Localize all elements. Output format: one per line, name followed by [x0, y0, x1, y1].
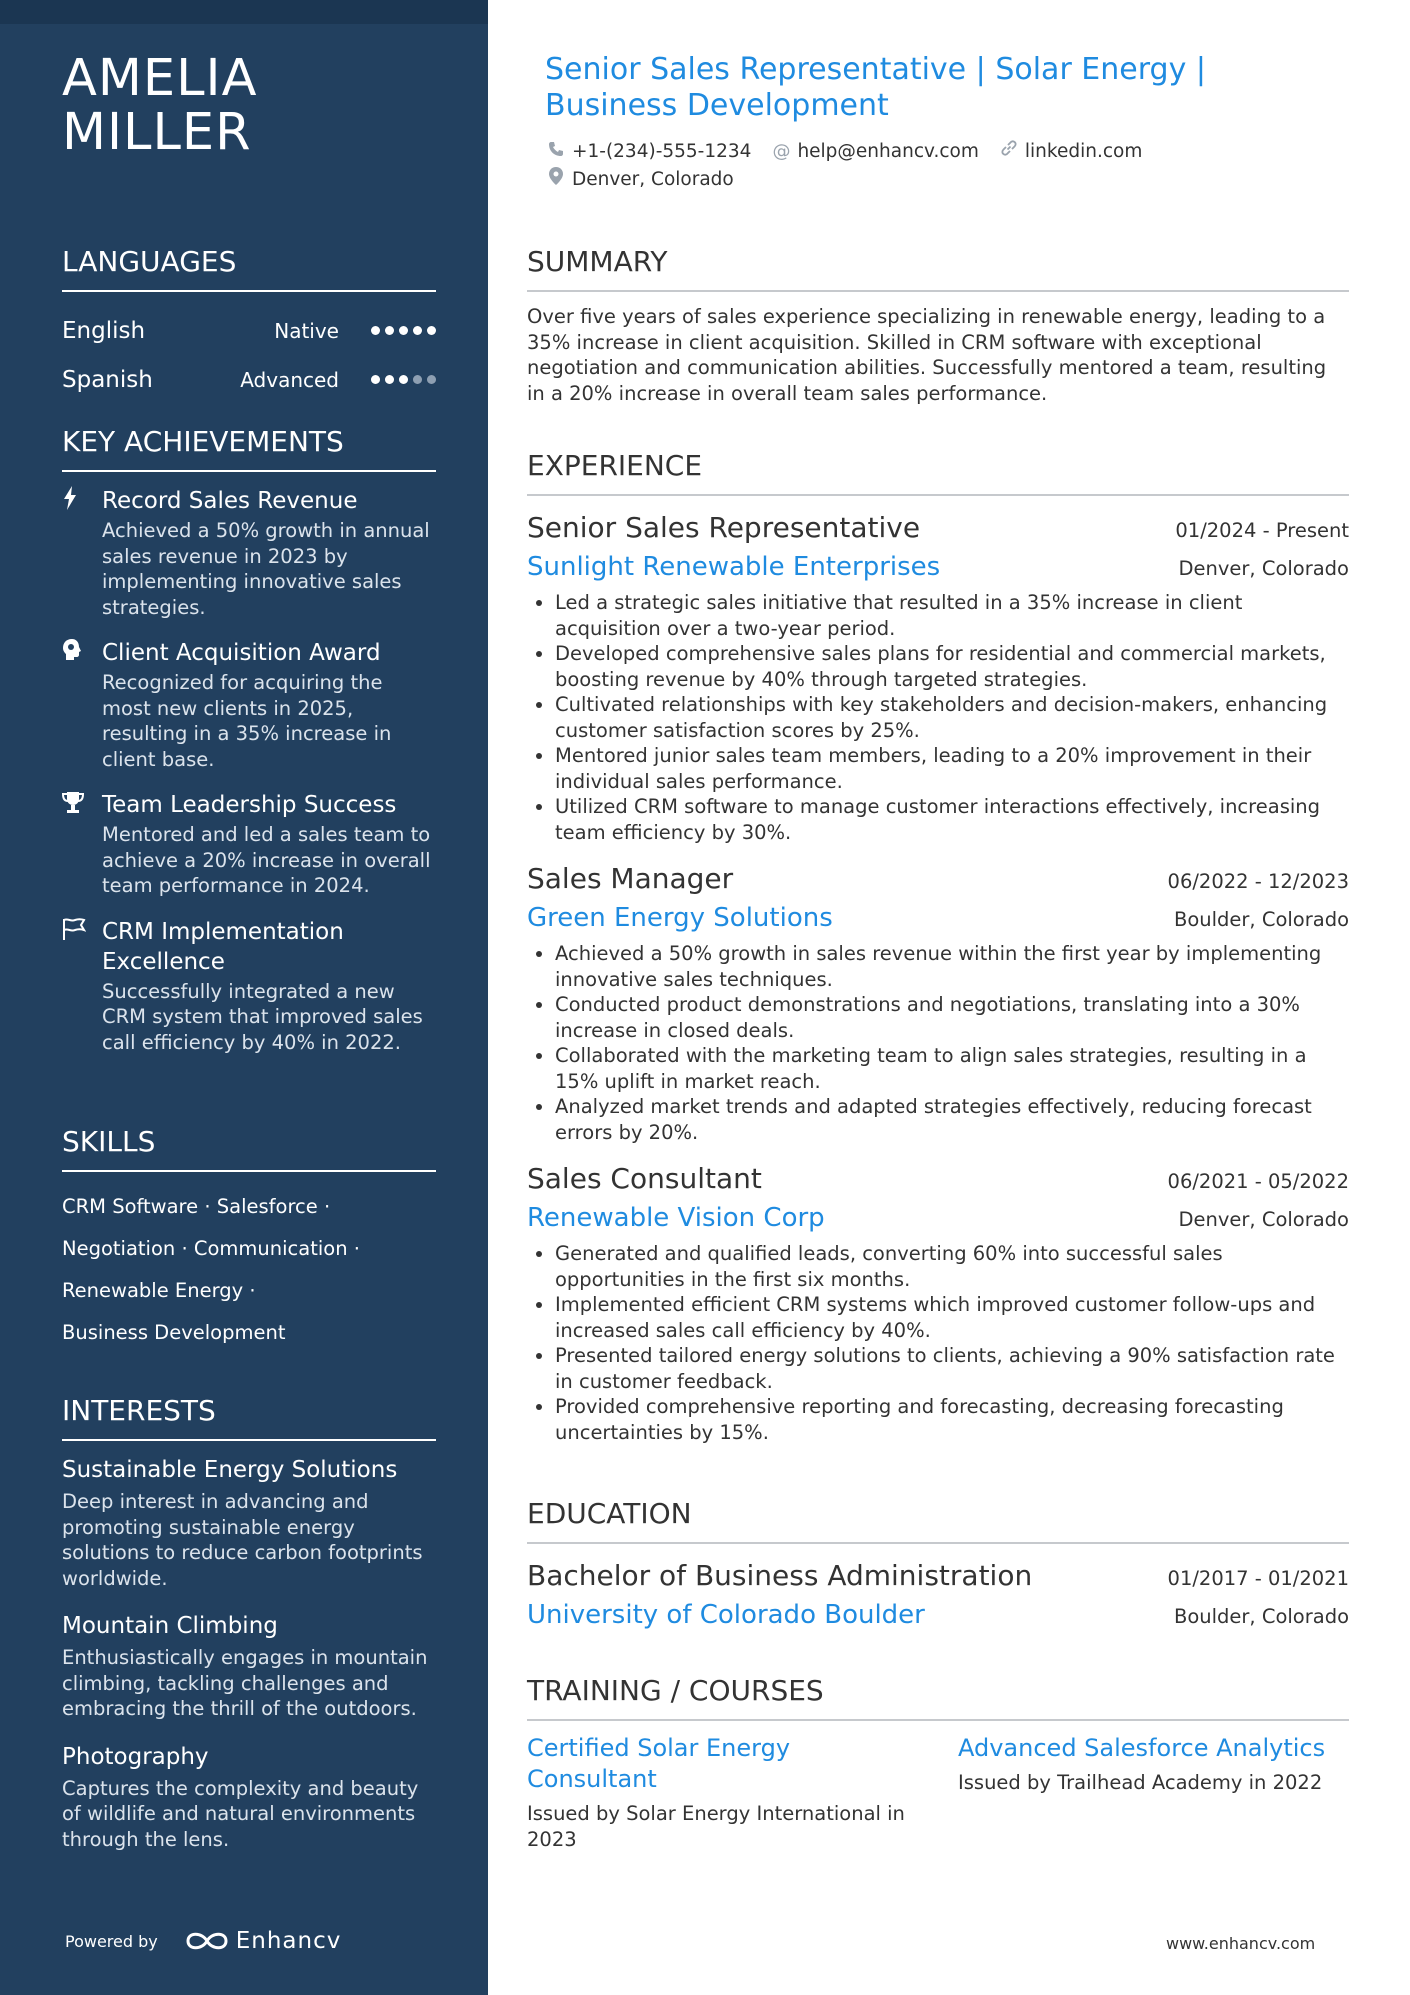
- dot-filled: [413, 326, 422, 335]
- language-level: Native: [274, 318, 339, 343]
- languages-section: [62, 244, 436, 404]
- language-level: Advanced: [240, 367, 339, 392]
- sidebar-top-band: [0, 0, 488, 24]
- location-contact: [546, 166, 734, 194]
- skill-line: CRM Software · Salesforce ·: [62, 1195, 331, 1218]
- flag-icon: [62, 917, 102, 1056]
- interest-desc: Enthusiastically engages in mountain climbing, tackling challenges and embracing the thrill of the outdoors.: [62, 1646, 428, 1720]
- achievements-title: KEY ACHIEVEMENTS: [62, 424, 436, 472]
- job-bullet: • Achieved a 50% growth in sales revenue within the first year by implementing innovative sales techniques.: [555, 941, 1349, 992]
- education-location: Boulder, Colorado: [1173, 1605, 1349, 1628]
- course-desc: Issued by Solar Energy International in 2023: [527, 1802, 905, 1851]
- job-entry: [527, 859, 1349, 1145]
- skills-title: SKILLS: [62, 1124, 436, 1172]
- headline: Senior Sales Representative | Solar Energy | Business Development: [545, 52, 1206, 123]
- job-bullet: • Developed comprehensive sales plans for residential and commercial markets, boosting revenue by 40% through targeted strategies.: [555, 641, 1349, 692]
- dot-filled: [371, 375, 380, 384]
- name-first: AMELIA: [62, 49, 258, 108]
- job-date: 06/2021 - 05/2022: [1167, 1170, 1349, 1193]
- training-title: TRAINING / COURSES: [527, 1673, 1349, 1721]
- achievement-item: [62, 917, 436, 1056]
- job-title: Sales Consultant: [527, 1162, 762, 1195]
- language-name: English: [62, 317, 146, 344]
- trophy-icon: [62, 790, 102, 899]
- interests-section: [62, 1393, 436, 1872]
- powered-by: [65, 1928, 341, 1954]
- job-bullet: • Led a strategic sales initiative that resulted in a 35% increase in client acquisition over a two-year period.: [555, 590, 1349, 641]
- achievement-title: Record Sales Revenue: [102, 488, 358, 514]
- degree: Bachelor of Business Administration: [527, 1559, 1033, 1592]
- phone-contact[interactable]: [546, 138, 751, 166]
- skills-section: [62, 1124, 436, 1354]
- bolt-icon: [62, 486, 102, 620]
- job-bullet: • Collaborated with the marketing team to align sales strategies, resulting in a 15% uplift in market reach.: [555, 1043, 1349, 1094]
- job-bullet: • Cultivated relationships with key stakeholders and decision-makers, enhancing customer satisfaction scores by 25%.: [555, 692, 1349, 743]
- interest-title: Sustainable Energy Solutions: [62, 1457, 398, 1483]
- dot-empty: [427, 375, 436, 384]
- course-item: [958, 1733, 1349, 1852]
- sidebar: [0, 0, 488, 1995]
- dot-filled: [371, 326, 380, 335]
- candidate-name: [62, 49, 442, 162]
- map-pin-icon: [546, 166, 566, 194]
- brand-name: Enhancv: [235, 1928, 342, 1954]
- language-row: [62, 355, 436, 404]
- course-item: [527, 1733, 918, 1852]
- interest-desc: Deep interest in advancing and promoting sustainable energy solutions to reduce carbon footprints worldwide.: [62, 1490, 423, 1590]
- job-location: Boulder, Colorado: [1173, 908, 1349, 931]
- achievement-item: [62, 486, 436, 620]
- job-bullet: • Conducted product demonstrations and negotiations, translating into a 30% increase in closed deals.: [555, 992, 1349, 1043]
- phone-text: +1-(234)-555-1234: [572, 141, 752, 162]
- course-title: Advanced Salesforce Analytics: [958, 1734, 1326, 1762]
- job-bullets: [527, 590, 1349, 845]
- job-bullet: • Mentored junior sales team members, leading to a 20% improvement in their individual sales performance.: [555, 743, 1349, 794]
- summary-text: Over five years of sales experience specializing in renewable energy, leading to a 35% increase in client acquisition. Skilled in CRM software with exceptional negotiation and communication abilities. Successfully mentored a team, resulting in a 20% increase in overall team sales performance.: [527, 305, 1327, 405]
- job-title: Senior Sales Representative: [527, 511, 921, 544]
- dot-empty: [413, 375, 422, 384]
- achievement-desc: Achieved a 50% growth in annual sales revenue in 2023 by implementing innovative sales strategies.: [102, 519, 430, 619]
- course-desc: Issued by Trailhead Academy in 2022: [958, 1771, 1323, 1794]
- dot-filled: [427, 326, 436, 335]
- skill-line: Renewable Energy ·: [62, 1279, 256, 1302]
- skills-list: [62, 1186, 436, 1354]
- powered-by-label: Powered by: [65, 1931, 158, 1951]
- language-proficiency-dots: [371, 375, 436, 384]
- achievement-item: [62, 638, 436, 772]
- summary-section: [527, 244, 1349, 406]
- job-company: Renewable Vision Corp: [527, 1203, 825, 1233]
- location-text: Denver, Colorado: [572, 169, 734, 190]
- achievement-title: CRM Implementation Excellence: [102, 918, 344, 975]
- achievements-section: [62, 424, 436, 1073]
- linkedin-text: linkedin.com: [1024, 141, 1143, 162]
- skill-line: Negotiation · Communication ·: [62, 1237, 360, 1260]
- dot-filled: [399, 326, 408, 335]
- job-entry: [527, 508, 1349, 845]
- language-proficiency-dots: [371, 326, 436, 335]
- achievement-desc: Recognized for acquiring the most new clients in 2025, resulting in a 35% increase in client base.: [102, 671, 392, 771]
- email-contact[interactable]: [771, 138, 978, 166]
- interest-item: [62, 1742, 436, 1853]
- job-company: Green Energy Solutions: [527, 903, 833, 933]
- job-bullet: • Provided comprehensive reporting and forecasting, decreasing forecasting uncertainties by 15%.: [555, 1394, 1349, 1445]
- job-bullet: • Utilized CRM software to manage customer interactions effectively, increasing team efficiency by 30%.: [555, 794, 1349, 845]
- achievement-title: Client Acquisition Award: [102, 640, 381, 666]
- dot-filled: [385, 375, 394, 384]
- interest-item: [62, 1611, 436, 1722]
- contact-info: [546, 138, 1326, 194]
- skill-line: Business Development: [62, 1321, 286, 1344]
- training-section: [527, 1673, 1349, 1852]
- phone-icon: [546, 138, 566, 166]
- job-bullet: • Implemented efficient CRM systems which improved customer follow-ups and increased sales call efficiency by 40%.: [555, 1292, 1349, 1343]
- linkedin-contact[interactable]: [999, 138, 1142, 166]
- achievement-title: Team Leadership Success: [102, 792, 397, 818]
- job-location: Denver, Colorado: [1178, 1208, 1349, 1231]
- education-title: EDUCATION: [527, 1496, 1349, 1544]
- job-bullets: [527, 941, 1349, 1145]
- achievement-desc: Successfully integrated a new CRM system that improved sales call efficiency by 40% in 2022.: [102, 979, 423, 1054]
- enhancv-logo[interactable]: [184, 1928, 342, 1954]
- name-last: MILLER: [62, 103, 252, 162]
- job-bullet: • Generated and qualified leads, converting 60% into successful sales opportunities in the first six months.: [555, 1241, 1349, 1292]
- language-row: [62, 306, 436, 355]
- language-name: Spanish: [62, 366, 153, 393]
- infinity-icon: [184, 1929, 230, 1953]
- education-date: 01/2017 - 01/2021: [1167, 1567, 1349, 1590]
- job-bullets: [527, 1241, 1349, 1445]
- head-icon: [62, 638, 102, 772]
- interests-title: INTERESTS: [62, 1393, 436, 1441]
- interest-item: [62, 1455, 436, 1591]
- interest-desc: Captures the complexity and beauty of wildlife and natural environments through the lens.: [62, 1776, 419, 1851]
- job-title: Sales Manager: [527, 862, 734, 895]
- achievement-item: [62, 790, 436, 899]
- achievement-desc: Mentored and led a sales team to achieve a 20% increase in overall team performance in 2024.: [102, 823, 431, 897]
- at-icon: @: [772, 141, 791, 162]
- education-section: [527, 1496, 1349, 1634]
- job-bullet: • Analyzed market trends and adapted strategies effectively, reducing forecast errors by 20%.: [555, 1094, 1349, 1145]
- experience-title: EXPERIENCE: [527, 448, 1349, 496]
- interest-title: Photography: [62, 1743, 209, 1770]
- experience-section: [527, 448, 1349, 1459]
- job-entry: [527, 1159, 1349, 1445]
- summary-title: SUMMARY: [527, 244, 1349, 292]
- footer-website[interactable]: www.enhancv.com: [1166, 1934, 1316, 1953]
- job-company: Sunlight Renewable Enterprises: [527, 552, 941, 582]
- dot-filled: [399, 375, 408, 384]
- dot-filled: [385, 326, 394, 335]
- email-text: help@enhancv.com: [797, 141, 979, 162]
- job-bullet: • Presented tailored energy solutions to clients, achieving a 90% satisfaction rate in customer feedback.: [555, 1343, 1349, 1394]
- job-date: 06/2022 - 12/2023: [1167, 870, 1349, 893]
- job-date: 01/2024 - Present: [1175, 519, 1349, 542]
- course-title: Certified Solar Energy Consultant: [527, 1734, 791, 1793]
- school: University of Colorado Boulder: [527, 1600, 925, 1630]
- link-icon: [999, 138, 1019, 166]
- languages-title: LANGUAGES: [62, 244, 436, 292]
- job-location: Denver, Colorado: [1178, 557, 1349, 580]
- interest-title: Mountain Climbing: [62, 1613, 278, 1639]
